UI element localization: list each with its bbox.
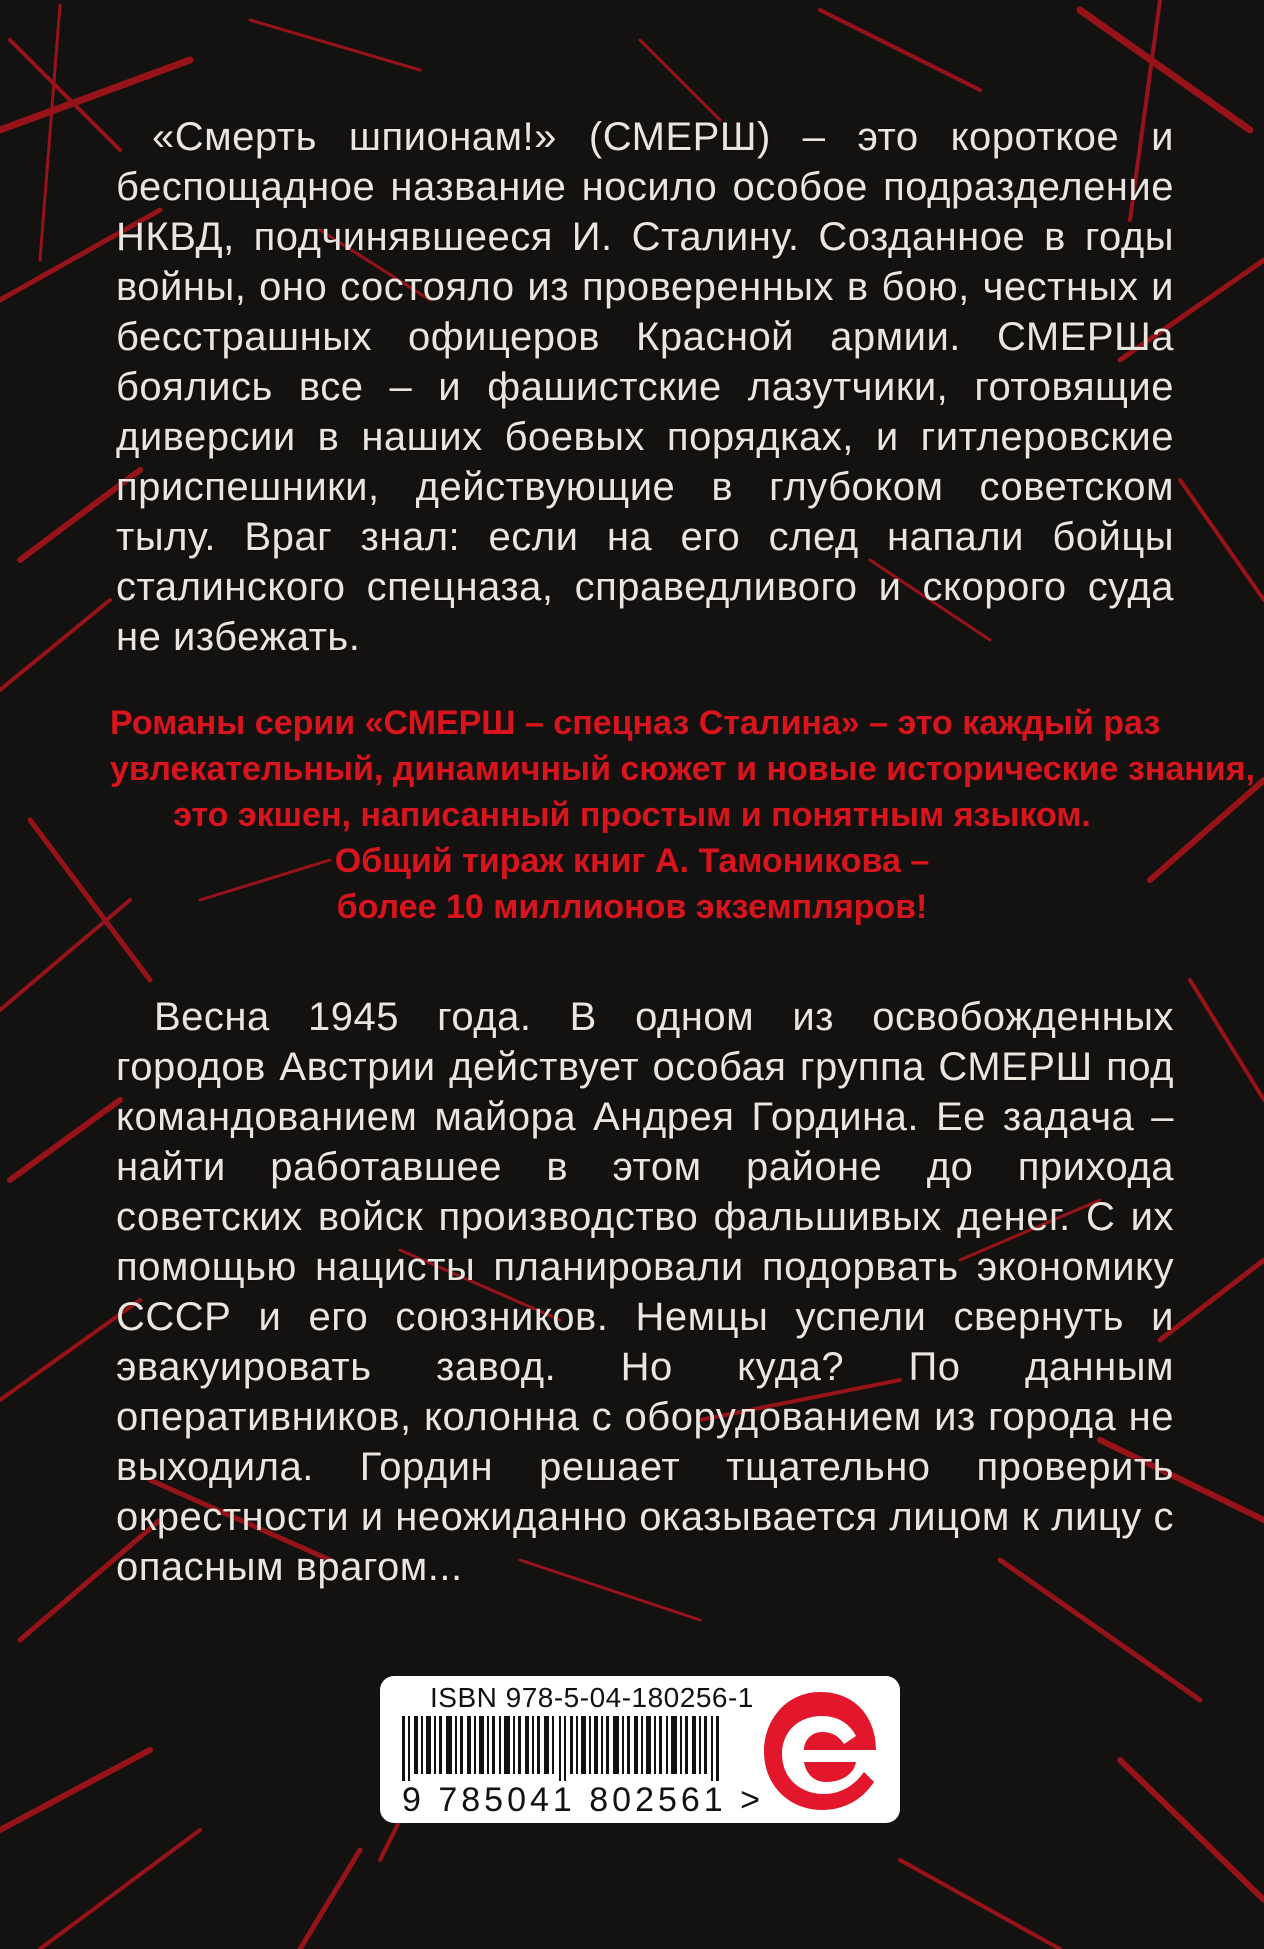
intro-paragraph: «Смерть шпионам!» (СМЕРШ) – это короткое и беспощадное название носило особое подразделение НКВД, подчинявшееся И. Сталину. Созданное в годы войны, оно состояло из проверенных в бою, честных и бесстрашных офицеров Красной армии. СМЕРШа боялись все – и фашистские лазутчики, готовящие диверсии в наших боевых порядках, и гитлеровские приспешники, действующие в глубоком советском тылу. Враг знал: если на его след напали бойцы сталинского спецназа, справедливого и скорого суда не избежать. [116,115,1174,659]
promo-line: Романы серии «СМЕРШ – спецназ Сталина» – это каждый раз [110,704,1161,742]
promo-line: это экшен, написанный простым и понятным языком. [173,796,1091,834]
promo-line: увлекательный, динамичный сюжет и новые исторические знания, [110,750,1255,788]
isbn-label: ISBN 978-5-04-180256-1 [430,1682,754,1713]
barcode-number: 9 785041 802561 > [402,1781,765,1819]
promo-line: Общий тираж книг А. Тамоникова – [334,842,930,880]
eksmo-logo-icon [760,1688,880,1812]
promo-line: более 10 миллионов экземпляров! [336,888,928,926]
story-paragraph: Весна 1945 года. В одном из освобожденных городов Австрии действует особая группа СМЕРШ под командованием майора Андрея Гордина. Ее задача – найти работавшее в этом районе до прихода советских войск производство фальшивых денег. С их помощью нацисты планировали подорвать экономику СССР и его союзников. Немцы успели свернуть и эвакуировать завод. Но куда? По данным оперативников, колонна с оборудованием из города не выходила. Гордин решает тщательно проверить окрестности и неожиданно оказывается лицом к лицу с опасным врагом... [116,995,1174,1589]
promo-block [110,700,1255,930]
barcode-icon [402,1716,732,1784]
